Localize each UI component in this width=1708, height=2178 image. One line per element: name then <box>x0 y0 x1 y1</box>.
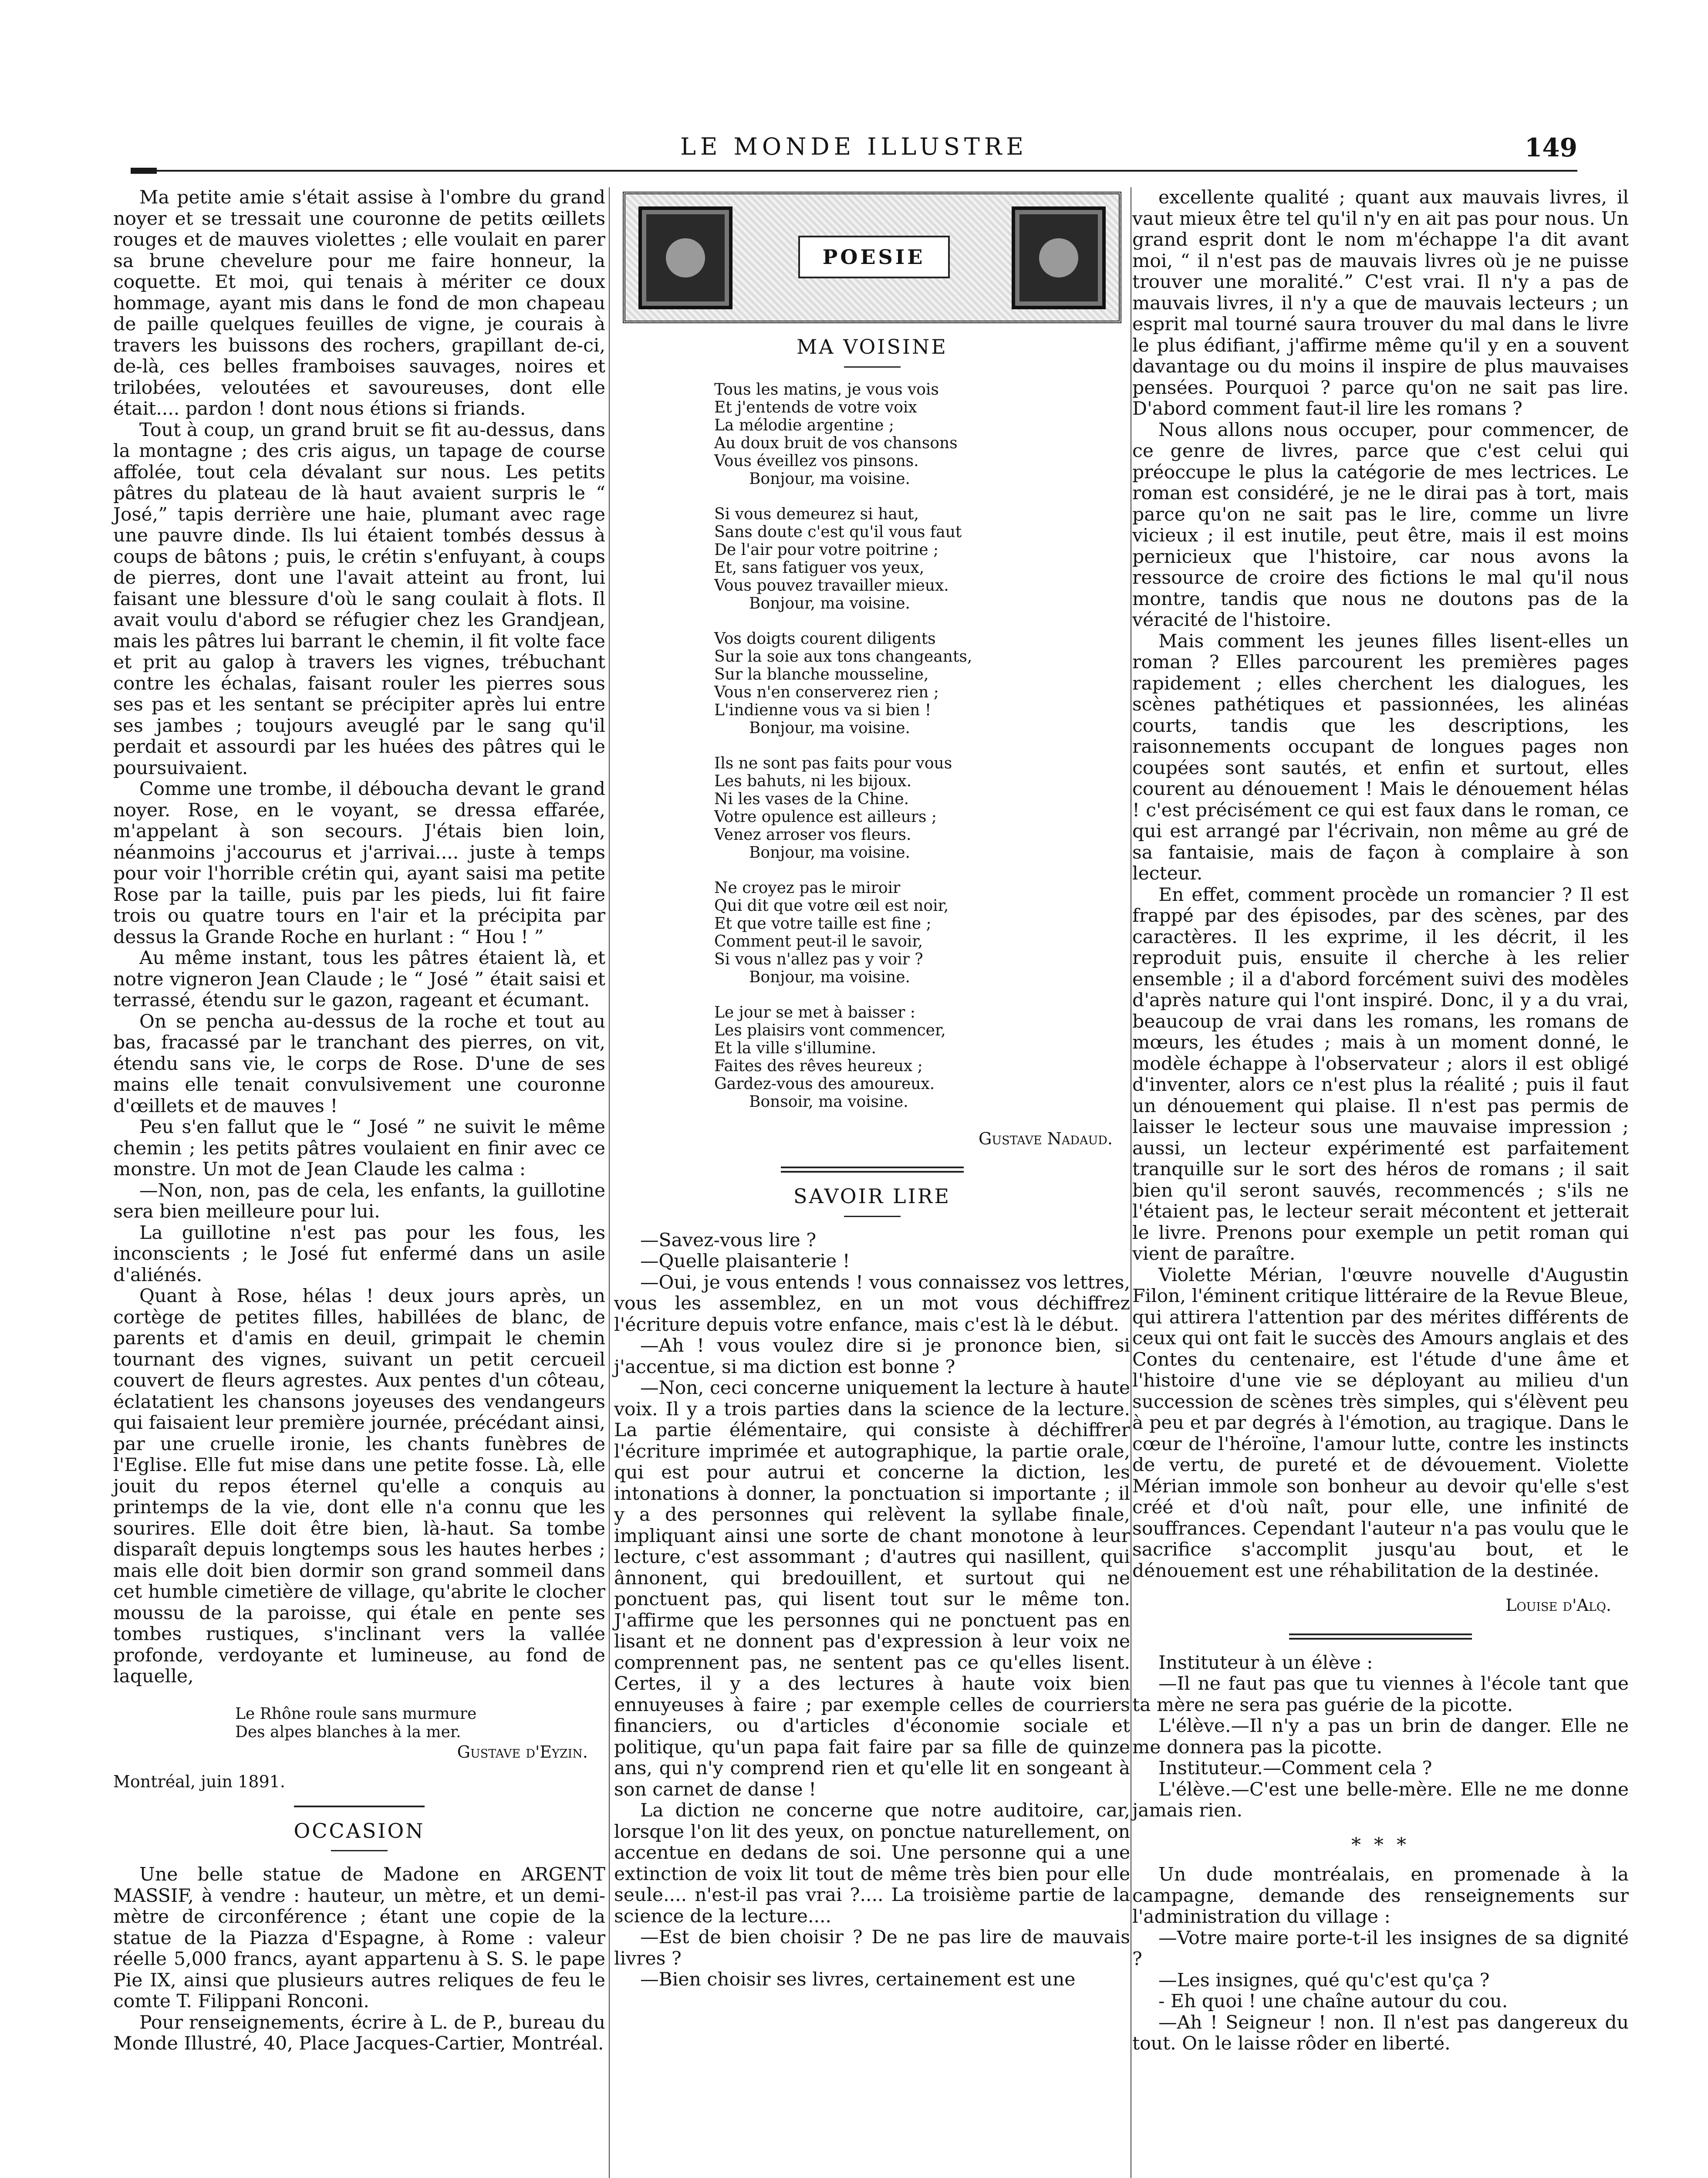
poem-line: Tous les matins, je vous vois <box>714 380 939 399</box>
paragraph: —Savez-vous lire ? <box>640 1229 817 1251</box>
anecdote-2 <box>1132 1864 1629 2055</box>
poem-line: Et la ville s'illumine. <box>714 1039 876 1057</box>
section-rule <box>1289 1634 1472 1640</box>
ornament-vignette-right <box>1012 206 1106 309</box>
poem-refrain: Bonjour, ma voisine. <box>749 843 910 862</box>
paragraph: —Bien choisir ses livres, certainement est une <box>640 1969 1076 1990</box>
paragraph: Mais comment les jeunes filles lisent-elles un roman ? Elles parcourent les premières pages rapidement ; elles cherchent les dialogues, les scènes pathétiques et passionnées, les alinéas courts, tandis que les descriptions, les raisonnements occupant de longues pages non coupées sont sautés, et enfin et surtout, elles courent au dénouement ! Mais le dénouement hélas ! c'est précisément ce qui est faux dans le roman, ce qui est arrangé par l'écrivain, non même au gré de sa fantaisie, mais de façon à complaire à son lecteur. <box>1132 630 1629 884</box>
poem-stanza <box>714 1004 1130 1111</box>
poem-line: Et que votre taille est fine ; <box>714 914 932 933</box>
paragraph: Pour renseignements, écrire à L. de P., bureau du Monde Illustré, 40, Place Jacques-Cartier, Montréal. <box>113 2012 605 2054</box>
paragraph: —Les insignes, qué qu'c'est qu'ça ? <box>1158 1969 1490 1991</box>
occasion-title: OCCASION <box>294 1819 425 1843</box>
article-continuation <box>1132 187 1629 1582</box>
occasion-notice <box>113 1864 605 2055</box>
poem-line: Sur la soie aux tons changeants, <box>714 647 972 666</box>
title-rule <box>844 1216 901 1217</box>
poem-line: Les plaisirs vont commencer, <box>714 1021 946 1039</box>
column-divider-1 <box>609 187 610 2178</box>
poem-line: Vous éveillez vos pinsons. <box>714 452 919 470</box>
column-1 <box>113 187 605 2055</box>
paragraph: —Non, ceci concerne uniquement la lecture à haute voix. Il y a trois parties dans la science de la lecture. La partie élémentaire, qui consiste à déchiffrer l'écriture imprimée et autographique, la partie orale, qui est pour autrui et concerne la diction, les intonations à donner, la ponctuation si importante ; il y a des personnes qui relèvent la syllabe finale, impliquant ainsi une sorte de chant monotone à leur lecture, c'est assommant ; d'autres qui nasillent, qui ânnonent, qui bredouillent, et surtout qui ne ponctuent pas, qui lisent tout sur le même ton. J'affirme que les personnes qui ne ponctuent pas en lisant et ne donnent pas d'expression à leur voix ne comprennent pas, ne sentent pas ce qu'elles lisent. Certes, il y a des lectures à haute voix bien ennuyeuses à faire ; par exemple celles de courriers financiers, ou d'articles d'économie sociale et politique, qu'un papa fait faire par sa fille de quinze ans, qui n'y comprend rien et qu'elle lit en songeant à son carnet de danse ! <box>614 1377 1130 1800</box>
poem-refrain: Bonsoir, ma voisine. <box>749 1092 908 1111</box>
story-dateline: Montréal, juin 1891. <box>113 1772 285 1791</box>
paragraph: - Eh quoi ! une chaîne autour du cou. <box>1158 1991 1508 2012</box>
paragraph: Instituteur.—Comment cela ? <box>1158 1758 1432 1779</box>
poem-line: Vous pouvez travailler mieux. <box>714 576 949 595</box>
poesie-label: POESIE <box>798 236 950 278</box>
column-3 <box>1132 187 1629 2055</box>
poem-line: Le jour se met à baisser : <box>714 1003 915 1021</box>
masthead-title: LE MONDE ILLUSTRE <box>680 133 1028 160</box>
poesie-banner <box>623 192 1121 323</box>
paragraph: En effet, comment procède un romancier ? Il est frappé par des épisodes, par des scènes, par des caractères. Il les exprime, il les décrit, il les reproduit puis, ensuite il cherche à les relier ensemble ; il a d'abord forcément suivi des modèles d'après nature qui l'ont inspiré. Donc, il y a du vrai, beaucoup de vrai dans les romans, les romans de mœurs, les études ; mais à un moment donné, le modèle échappe à l'observateur ; alors il est obligé d'inventer, alors ce n'est plus la réalité ; puis il faut un dénouement qui plaise. Il n'est pas permis de laisser le lecteur sous une mauvaise impression ; aussi, un lecteur expérimenté est parfaitement tranquille sur le sort des héros de romans ; il sait bien qu'il seront sauvés, recommencés ; s'ils ne l'étaient pas, le lecteur serait mécontent et jetterait le livre. Prenons pour exemple un petit roman qui vient de paraître. <box>1132 884 1629 1265</box>
paragraph: La guillotine n'est pas pour les fous, les inconscients ; le José fut enfermé dans un asile d'aliénés. <box>113 1222 605 1286</box>
title-rule <box>844 366 901 368</box>
poem-line: Venez arroser vos fleurs. <box>714 825 911 844</box>
poem-line: La mélodie argentine ; <box>714 416 894 434</box>
title-rule <box>331 1850 388 1851</box>
poem-line: Au doux bruit de vos chansons <box>714 434 958 452</box>
poem-line: Si vous n'allez pas y voir ? <box>714 950 923 968</box>
paragraph: La diction ne concerne que notre auditoire, car, lorsque l'on lit des yeux, on ponctue naturellement, on accentue en dedans de soi. Une personne qui a une extinction de voix lit tout de même très bien pour elle seule.... n'est-il pas vrai ?.... La troisième partie de la science de la lecture.... <box>614 1800 1130 1927</box>
paragraph: Comme une trombe, il déboucha devant le grand noyer. Rose, en le voyant, se dressa effarée, m'appelant à son secours. J'étais bien loin, néanmoins j'accourus et j'arrivai.... juste à temps pour voir l'horrible crétin qui, ayant saisi ma petite Rose par la taille, puis par les pieds, lui fit faire trois ou quatre tours en l'air et la précipita par dessus la Grande Roche en hurlant : “ Hou ! ” <box>113 778 605 948</box>
poem-refrain: Bonjour, ma voisine. <box>749 968 910 986</box>
poem-line: Comment peut-il le savoir, <box>714 932 923 950</box>
paragraph: —Il ne faut pas que tu viennes à l'école tant que ta mère ne sera pas guérie de la picotte. <box>1132 1673 1629 1716</box>
poem-refrain: Bonjour, ma voisine. <box>749 719 910 737</box>
poem-line: Si vous demeurez si haut, <box>714 505 919 523</box>
paragraph: L'élève.—C'est une belle-mère. Elle ne me donne jamais rien. <box>1132 1779 1629 1821</box>
poem-line: Et j'entends de votre voix <box>714 398 917 416</box>
paragraph: Ma petite amie s'était assise à l'ombre du grand noyer et se tressait une couronne de petits œillets rouges et de mauves violettes ; elle voulait en parer sa brune chevelure pour me faire honneur, la coquette. Et moi, qui tenais à mériter ce doux hommage, ayant mis dans le fond de mon chapeau de paille quelques feuilles de vigne, je courais à travers les buissons des rochers, grapillant de-ci, de-là, ces belles framboises sauvages, noires et trilobées, veloutées et savoureuses, dont elle était.... pardon ! dont nous étions si friands. <box>113 187 605 419</box>
article-signature: Louise d'Alq. <box>1505 1596 1611 1615</box>
poem-stanza <box>714 879 1130 986</box>
paragraph: Peu s'en fallut que le “ José ” ne suivit le même chemin ; les petits pâtres voulaient en finir avec ce monstre. Un mot de Jean Claude les calma : <box>113 1116 605 1180</box>
paragraph: Un dude montréalais, en promenade à la campagne, demande des renseignements sur l'administration du village : <box>1132 1864 1629 1928</box>
paragraph: Tout à coup, un grand bruit se fit au-dessus, dans la montagne ; des cris aigus, un tapage de course affolée, tout cela dévalant sur nous. Les petits pâtres du plateau de là haut avaient surpris le “ José,” tapis derrière une haie, plumant avec rage une pauvre dinde. Ils lui étaient tombés dessus à coups de bâtons ; puis, le crétin s'enfuyant, à coups de pierres, dont une l'avait atteint au front, lui faisant une blessure d'où le sang coulait à flots. Il avait voulu d'abord se réfugier chez les Grandjean, mais les pâtres lui barrant le chemin, il fit volte face et prit au galop à travers les vignes, trébuchant contre les échalas, faisant rouler les pierres sous ses pas et les sentant se précipiter après lui entre ses jambes ; toujours aveuglé par le sang qu'il perdait et assourdi par les huées des pâtres qui le poursuivaient. <box>113 419 605 779</box>
poem-line: Et, sans fatiguer vos yeux, <box>714 558 925 577</box>
poem-refrain: Bonjour, ma voisine. <box>749 594 910 612</box>
ornament-vignette-left <box>638 206 732 309</box>
poem-signature: Gustave Nadaud. <box>979 1129 1113 1148</box>
verse-line: Des alpes blanches à la mer. <box>235 1723 461 1741</box>
poem-line: Votre opulence est ailleurs ; <box>714 808 937 826</box>
poem-line: Ne croyez pas le miroir <box>714 879 901 897</box>
poem-line: De l'air pour votre poitrine ; <box>714 541 939 559</box>
paragraph: excellente qualité ; quant aux mauvais livres, il vaut mieux être tel qu'il n'y en ait pas pour nous. Un grand esprit dont le nom m'échappe l'a dit avant moi, “ il n'est pas de mauvais livres où je ne puisse trouver une moralité.” C'est vrai. Il n'y a pas de mauvais livres, il n'y a que de mauvais lecteurs ; un esprit mal tourné saura trouver du mal dans le livre le plus édifiant, j'affirme même qu'il y en a souvent davantage ou du moins il inspire de plus mauvaises pensées. Pourquoi ? parce qu'on ne sait pas lire. D'abord comment faut-il lire les romans ? <box>1132 187 1629 419</box>
poem-line: Les bahuts, ni les bijoux. <box>714 772 912 790</box>
poem-line: Vos doigts courent diligents <box>714 629 936 648</box>
section-rule <box>781 1167 964 1173</box>
poem-ma-voisine <box>714 381 1130 1111</box>
section-rule <box>294 1806 425 1807</box>
verse-line: Le Rhône roule sans murmure <box>235 1705 477 1723</box>
poem-stanza <box>714 505 1130 612</box>
paragraph: On se pencha au-dessus de la roche et tout au bas, fracassé par le tranchant des pierres, on vit, étendu sans vie, le corps de Rose. D'une de ses mains elle tenait convulsivement une couronne d'œillets et de mauves ! <box>113 1011 605 1117</box>
emblem-icon <box>666 238 705 277</box>
story-paragraphs <box>113 187 605 1688</box>
page-header <box>131 133 1577 168</box>
poem-title: MA VOISINE <box>797 335 948 358</box>
poem-line: Ils ne sont pas faits pour vous <box>714 754 952 772</box>
poem-line: Sur la blanche mousseline, <box>714 665 929 683</box>
article-paragraphs <box>614 1230 1130 1991</box>
poem-line: Sans doute c'est qu'il vous faut <box>714 523 962 541</box>
article-title: SAVOIR LIRE <box>793 1184 951 1208</box>
header-rule-ornament <box>131 168 157 174</box>
anecdote-1 <box>1132 1653 1629 1822</box>
paragraph: —Non, non, pas de cela, les enfants, la guillotine sera bien meilleure pour lui. <box>113 1180 605 1222</box>
poem-line: Vous n'en conserverez rien ; <box>714 683 939 701</box>
paragraph: L'élève.—Il n'y a pas un brin de danger. Elle ne me donnera pas la picotte. <box>1132 1715 1629 1758</box>
paragraph: —Ah ! Seigneur ! non. Il n'est pas dangereux du tout. On le laisse rôder en liberté. <box>1132 2012 1629 2054</box>
paragraph: —Ah ! vous voulez dire si je prononce bien, si j'accentue, si ma diction est bonne ? <box>614 1335 1130 1378</box>
poem-stanza <box>714 630 1130 737</box>
poem-line: Gardez-vous des amoureux. <box>714 1075 935 1093</box>
verse-quote <box>235 1705 605 1742</box>
paragraph: —Oui, je vous entends ! vous connaissez vos lettres, vous les assemblez, en un mot vous déchiffrez l'écriture depuis votre enfance, mais c'est là le début. <box>614 1272 1130 1336</box>
poem-line: Faites des rêves heureux ; <box>714 1057 923 1075</box>
poem-line: Ni les vases de la Chine. <box>714 790 909 808</box>
poem-line: L'indienne vous va si bien ! <box>714 701 932 719</box>
header-rule <box>131 170 1577 172</box>
paragraph: Violette Mérian, l'œuvre nouvelle d'Augustin Filon, l'éminent critique littéraire de la Revue Bleue, qui attirera l'attention par des mérites différents de ceux qui ont fait le succès des Amours anglais et des Contes du centenaire, est l'étude d'une âme et l'histoire d'une vie se déployant au milieu d'un succession de scènes très simples, qui s'élèvent peu à peu et par degrés à l'émotion, au tragique. Dans le cœur de l'héroïne, l'amour lutte, contre les instincts de vertu, de pureté et de dévouement. Violette Mérian immole son bonheur au devoir qu'elle s'est créé et d'où naît, pour elle, une infinité de souffrances. Cependant l'auteur n'a pas voulu que le sacrifice s'accomplit jusqu'au bout, et le dénouement est une réhabilitation de la destinée. <box>1132 1264 1629 1582</box>
paragraph: Quant à Rose, hélas ! deux jours après, un cortège de petites filles, habillées de blanc, de parents et d'amis en deuil, grimpait le chemin tournant des vignes, suivant un petit cercueil couvert de fleurs agrestes. Aux pentes d'un côteau, éclatatient les chansons joyeuses des vendangeurs qui faisaient leur première journée, précédant ainsi, par une cruelle ironie, les chants funèbres de l'Eglise. Elle fut mise dans une petite fosse. Là, elle jouit du repos éternel qu'elle a conquis au printemps de la vie, dont elle n'a connu que les sourires. Elle doit être bien, là-haut. Sa tombe disparaît depuis longtemps sous les hautes herbes ; mais elle doit bien dormir son grand sommeil dans cet humble cimetière de village, qu'abrite le clocher moussu de la paroisse, qui étale en pente ses tombes rustiques, s'inclinant vers la vallée profonde, verdoyante et lumineuse, au fond de laquelle, <box>113 1285 605 1687</box>
page-number: 149 <box>1524 133 1577 162</box>
poem-line: Qui dit que votre œil est noir, <box>714 896 949 915</box>
paragraph: —Votre maire porte-t-il les insignes de sa dignité ? <box>1132 1927 1629 1970</box>
paragraph: —Quelle plaisanterie ! <box>640 1251 850 1272</box>
emblem-icon <box>1039 238 1078 277</box>
paragraph: Nous allons nous occuper, pour commencer, de ce genre de livres, parce que c'est celui qui préoccupe le plus la catégorie de mes lectrices. Le roman est considéré, je ne le dirai pas à tort, mais parce qu'on ne sait pas le lire, comme un livre vicieux ; il est inutile, peut être, mais il est moins pernicieux que l'histoire, car nous avons la ressource de croire des fictions le mal qu'il nous montre, tandis que nous ne doutons pas de la véracité de l'histoire. <box>1132 419 1629 631</box>
story-signature: Gustave d'Eyzin. <box>457 1742 588 1762</box>
paragraph: Au même instant, tous les pâtres étaient là, et notre vigneron Jean Claude ; le “ José ” était saisi et terrassé, étendu sur le gazon, rageant et écumant. <box>113 947 605 1011</box>
poem-stanza <box>714 381 1130 488</box>
paragraph: Une belle statue de Madone en ARGENT MASSIF, à vendre : hauteur, un mètre, et un demi-mètre de circonférence ; étant une copie de la statue de la Piazza d'Espagne, à Rome : valeur réelle 5,000 francs, ayant appartenu à S. S. le pape Pie IX, ainsi que plusieurs autres reliques de feu le comte T. Filippani Ronconi. <box>113 1864 605 2012</box>
paragraph: Instituteur à un élève : <box>1158 1652 1373 1674</box>
column-2 <box>614 187 1130 1991</box>
poem-refrain: Bonjour, ma voisine. <box>749 470 910 488</box>
separator-stars: * * * <box>1351 1833 1410 1856</box>
poem-stanza <box>714 754 1130 862</box>
paragraph: —Est de bien choisir ? De ne pas lire de mauvais livres ? <box>614 1927 1130 1969</box>
